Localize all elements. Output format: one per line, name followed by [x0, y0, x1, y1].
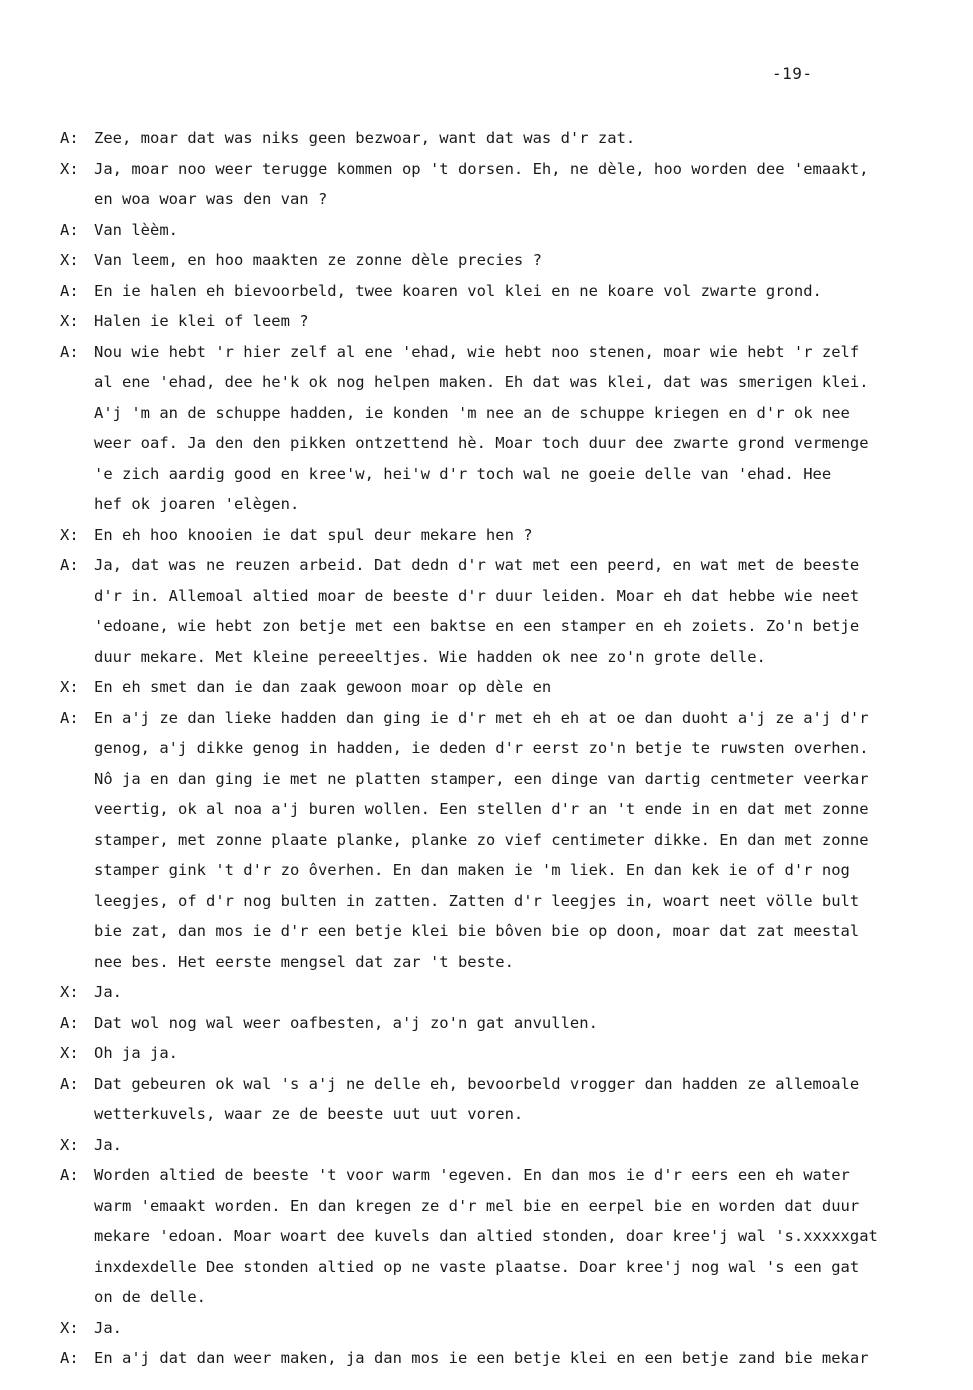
text-line: Worden altied de beeste 't voor warm 'egeven. En dan mos ie d'r eers een eh water	[94, 1166, 850, 1184]
dialogue-turn	[60, 703, 968, 978]
dialogue-turn	[60, 215, 968, 246]
text-line: Ja.	[94, 983, 122, 1001]
turn-text	[94, 1160, 968, 1313]
text-line: stamper gink 't d'r zo ôverhen. En dan maken ie 'm liek. En dan kek ie of d'r nog	[94, 861, 850, 879]
text-line: nee bes. Het eerste mengsel dat zar 't beste.	[94, 952, 514, 971]
text-line: En a'j dat dan weer maken, ja dan mos ie een betje klei en een betje zand bie mekar	[94, 1349, 869, 1367]
turn-text	[94, 1038, 968, 1069]
page-number: -19-	[772, 64, 813, 83]
dialogue-turn	[60, 1343, 968, 1374]
turn-text	[94, 337, 968, 520]
turn-text	[94, 1130, 968, 1161]
dialogue-turn	[60, 276, 968, 307]
speaker-label: X:	[60, 1044, 79, 1062]
dialogue-turn	[60, 337, 968, 520]
dialogue-turn	[60, 1313, 968, 1344]
speaker-label: A:	[60, 1074, 79, 1093]
turn-text	[94, 245, 968, 276]
dialogue-turn	[60, 245, 968, 276]
turn-text	[94, 123, 968, 154]
turn-text	[94, 154, 968, 215]
dialogue-turn	[60, 306, 968, 337]
turn-text	[94, 550, 968, 672]
dialogue-turn	[60, 520, 968, 551]
text-line: Van leem, en hoo maakten ze zonne dèle precies ?	[94, 251, 542, 269]
text-line: En ie halen eh bievoorbeld, twee koaren vol klei en ne koare vol zwarte grond.	[94, 281, 822, 300]
turn-text	[94, 672, 968, 703]
dialogue-turn	[60, 1038, 968, 1069]
turn-text	[94, 1069, 968, 1130]
text-line: bie zat, dan mos ie d'r een betje klei bie bôven bie op doon, moar dat zat meestal	[94, 922, 860, 940]
text-line: Nou wie hebt 'r hier zelf al ene 'ehad, wie hebt noo stenen, moar wie hebt 'r zelf	[94, 342, 860, 361]
text-line: inxdexdelle Dee stonden altied op ne vaste plaatse. Doar kree'j nog wal 's een gat	[94, 1257, 860, 1276]
dialogue-turn	[60, 977, 968, 1008]
text-line: Oh ja ja.	[94, 1044, 178, 1062]
turn-text	[94, 1313, 968, 1344]
speaker-label: A:	[60, 281, 79, 300]
speaker-label: X:	[60, 251, 79, 269]
speaker-label: X:	[60, 1318, 79, 1337]
text-line: Ja.	[94, 1135, 122, 1154]
speaker-label: X:	[60, 983, 79, 1001]
speaker-label: X:	[60, 525, 79, 544]
text-line: leegjes, of d'r nog bulten in zatten. Zatten d'r leegjes in, woart neet völle bult	[94, 891, 860, 910]
text-line: A'j 'm an de schuppe hadden, ie konden 'm nee an de schuppe kriegen en d'r ok nee	[94, 403, 850, 422]
text-line: 'e zich aardig good en kree'w, hei'w d'r toch wal ne goeie delle van 'ehad. Hee	[94, 464, 832, 483]
text-line: Dat gebeuren ok wal 's a'j ne delle eh, bevoorbeld vrogger dan hadden ze allemoale	[94, 1074, 860, 1093]
interview-transcript	[60, 123, 968, 1374]
dialogue-turn	[60, 672, 968, 703]
text-line: weer oaf. Ja den den pikken ontzettend hè. Moar toch duur dee zwarte grond vermenge	[94, 434, 869, 452]
text-line: veertig, ok al noa a'j buren wollen. Een stellen d'r an 't ende in en dat met zonne	[94, 800, 869, 818]
text-line: stamper, met zonne plaate planke, planke zo vief centimeter dikke. En dan met zonne	[94, 830, 869, 849]
text-line: Dat wol nog wal weer oafbesten, a'j zo'n gat anvullen.	[94, 1013, 598, 1032]
turn-text	[94, 306, 968, 337]
text-line: wetterkuvels, waar ze de beeste uut uut voren.	[94, 1105, 524, 1123]
text-line: Van lèèm.	[94, 220, 178, 239]
speaker-label: A:	[60, 342, 79, 361]
turn-text	[94, 215, 968, 246]
turn-text	[94, 977, 968, 1008]
text-line: on de delle.	[94, 1288, 206, 1306]
text-line: genog, a'j dikke genog in hadden, ie deden d'r eerst zo'n betje te ruwsten overhen.	[94, 739, 869, 757]
text-line: 'edoane, wie hebt zon betje met een baktse en een stamper en eh zoiets. Zo'n betje	[94, 617, 860, 635]
turn-text	[94, 276, 968, 307]
text-line: Ja, moar noo weer terugge kommen op 't dorsen. Eh, ne dèle, hoo worden dee 'emaakt,	[94, 159, 869, 178]
text-line: al ene 'ehad, dee he'k ok nog helpen maken. Eh dat was klei, dat was smerigen klei.	[94, 373, 869, 391]
text-line: En a'j ze dan lieke hadden dan ging ie d'r met eh eh at oe dan duoht a'j ze a'j d'r	[94, 708, 869, 727]
speaker-label: A:	[60, 556, 79, 574]
turn-text	[94, 703, 968, 978]
speaker-label: A:	[60, 1013, 79, 1032]
speaker-label: X:	[60, 1135, 79, 1154]
dialogue-turn	[60, 123, 968, 154]
text-line: En eh smet dan ie dan zaak gewoon moar op dèle en	[94, 678, 552, 696]
dialogue-turn	[60, 1160, 968, 1313]
dialogue-turn	[60, 1130, 968, 1161]
text-line: Ja, dat was ne reuzen arbeid. Dat dedn d'r wat met een peerd, en wat met de beeste	[94, 556, 860, 574]
text-line: d'r in. Allemoal altied moar de beeste d'r duur leiden. Moar eh dat hebbe wie neet	[94, 586, 860, 605]
speaker-label: A:	[60, 220, 79, 239]
speaker-label: A:	[60, 1349, 79, 1367]
speaker-label: X:	[60, 678, 79, 696]
text-line: duur mekare. Met kleine pereeeltjes. Wie hadden ok nee zo'n grote delle.	[94, 647, 766, 666]
turn-text	[94, 1343, 968, 1374]
speaker-label: X:	[60, 159, 79, 178]
dialogue-turn	[60, 1008, 968, 1039]
text-line: warm 'emaakt worden. En dan kregen ze d'r mel bie en eerpel bie en worden dat duur	[94, 1196, 860, 1215]
text-line: En eh hoo knooien ie dat spul deur mekare hen ?	[94, 525, 533, 544]
speaker-label: A:	[60, 129, 79, 147]
speaker-label: X:	[60, 312, 79, 330]
text-line: Ja.	[94, 1318, 122, 1337]
text-line: Zee, moar dat was niks geen bezwoar, want dat was d'r zat.	[94, 129, 636, 147]
speaker-label: A:	[60, 708, 79, 727]
text-line: hef ok joaren 'elègen.	[94, 495, 300, 513]
text-line: Halen ie klei of leem ?	[94, 312, 309, 330]
text-line: mekare 'edoan. Moar woart dee kuvels dan altied stonden, doar kree'j wal 's.xxxxxgat	[94, 1227, 878, 1245]
turn-text	[94, 520, 968, 551]
text-line: en woa woar was den van ?	[94, 190, 328, 208]
turn-text	[94, 1008, 968, 1039]
dialogue-turn	[60, 550, 968, 672]
text-line: Nô ja en dan ging ie met ne platten stamper, een dinge van dartig centmeter veerkar	[94, 769, 869, 788]
dialogue-turn	[60, 1069, 968, 1130]
dialogue-turn	[60, 154, 968, 215]
speaker-label: A:	[60, 1166, 79, 1184]
